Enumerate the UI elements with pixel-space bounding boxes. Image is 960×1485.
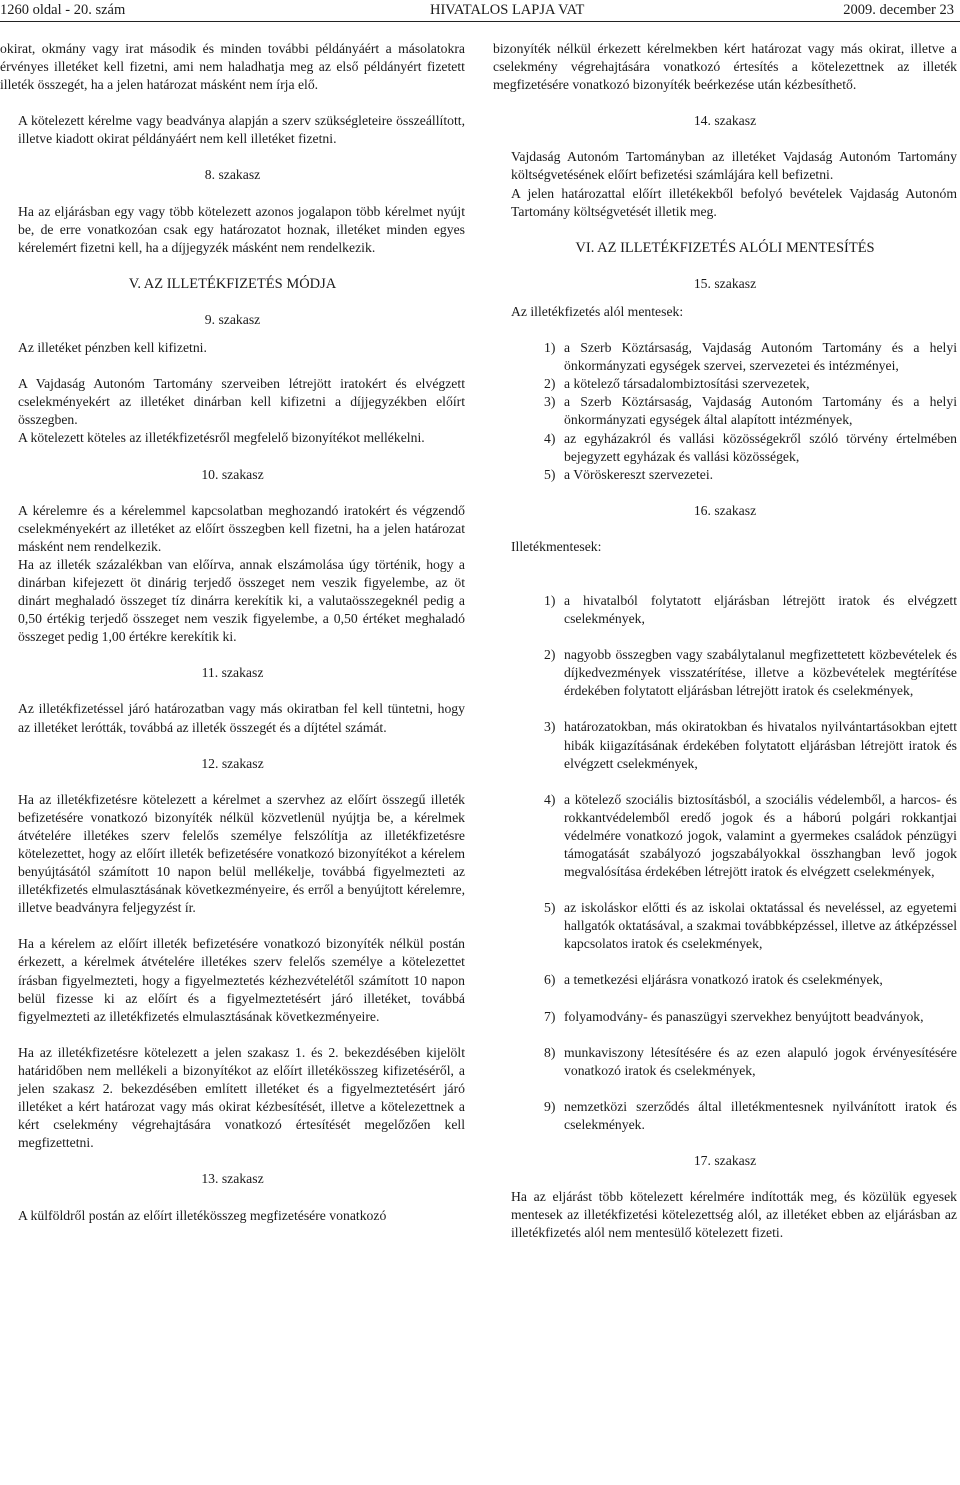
list-item-number: 2) <box>544 647 556 663</box>
list-item <box>493 339 957 375</box>
paragraph: Ha a kérelem az előírt illeték befizetésére vonatkozó bizonyíték nélkül postán érkezett, a kérelmek átvételére illetékes szerv felelős személye a kötelezettet írásban figyelmezteti, hogy a figyelmeztetés kézhezvételétől számított 10 napon belül fizesse ki az előírt és a figyelmeztetésért járó illetéket, továbbá figyelmezteti az illetékfizetés elmulasztásának következményeire. <box>18 936 465 1024</box>
list-item-number: 1) <box>544 340 556 356</box>
section-title: 14. szakasz <box>693 113 757 129</box>
list-item-text: a kötelező szociális biztosításból, a szociális védelemből, a harcos- és rokkantvédelemből eredő jogok és a háború polgári rokkantjai védelmére vonatkozó jogok, valamint a gyermekes családok pénzügyi támogatását szabályozó jogszabályokkal összhangban levő jogok megvalósítása érdekében létrejött iratok és elvégzett cselekmények, <box>564 791 957 880</box>
section-title: 8. szakasz <box>204 167 261 183</box>
paragraph: bizonyíték nélkül érkezett kérelmekben kért határozat vagy más okirat, illetve a cselekmény végrehajtására vonatkozó értesítés a kötelezettnek az illeték megfizetésére vonatkozó bizonyíték beérkezése után kézbesíthető. <box>493 41 957 93</box>
right-column <box>493 40 957 1242</box>
paragraph: Ha az eljárásban egy vagy több kötelezett azonos jogalapon több kérelmet nyújt be, de erre vonatkozóan csak egy határozatot hoznak, illetéket minden egyes kérelemért fizetni kell, ha a díjjegyzék másként nem rendelkezik. <box>18 203 465 255</box>
section-title: 17. szakasz <box>693 1153 757 1169</box>
page-header <box>0 0 960 22</box>
paragraph: A külföldről postán az előírt illetékösszeg megfizetésére vonatkozó <box>18 1207 387 1223</box>
list-item-text: a temetkezési eljárásra vonatkozó iratok és cselekmények, <box>564 972 883 988</box>
section-title: 9. szakasz <box>204 311 261 327</box>
list-item-text: a Vöröskereszt szervezetei. <box>564 466 714 482</box>
list-item-text: munkaviszony létesítésére és az ezen alapuló jogok érvényesítésére vonatkozó iratok és cselekmények, <box>564 1044 957 1078</box>
paragraph: Vajdaság Autonóm Tartományban az illetéket Vajdaság Autonóm Tartomány költségvetésének előírt befizetési számlájára kell befizetni. <box>511 149 957 183</box>
list-item-number: 2) <box>544 376 556 392</box>
list-item-text: a kötelező társadalombiztosítási szervezetek, <box>564 376 810 392</box>
list-item <box>493 393 957 429</box>
paragraph: Ha az illetékfizetésre kötelezett a kérelmet a szervhez az előírt összegű illeték befizetésére vonatkozó bizonyíték nélkül közvetlenül nyújtja be, a kérelmek átvételére illetékes szerv felelős személye felszólítja az illetékfizetésre kötelezettet, hogy az előírt illeték befizetésére vonatkozó bizonyítékot a kérelem benyújtásától számított 10 napon belül mellékelje, továbbá figyelmezteti az illetékfizetés elmulasztásának következményeire, és erről a benyújtott kérelemre, illetve beadványra feljegyzést ír. <box>18 791 465 916</box>
left-column <box>0 40 465 1225</box>
list-item-text: a Szerb Köztársaság, Vajdaság Autonóm Tartomány és a helyi önkormányzati egységek által alapított intézmények, <box>564 394 957 428</box>
list-item-number: 6) <box>544 972 556 988</box>
list-intro: Illetékmentesek: <box>511 538 602 554</box>
list-item-number: 4) <box>544 791 556 807</box>
section-title: 12. szakasz <box>201 755 264 771</box>
section-title: 10. szakasz <box>201 466 264 482</box>
section-title: 11. szakasz <box>201 665 264 681</box>
list-item-text: nagyobb összegben vagy szabálytalanul megfizettetett közbevételek és díjkedvezmények visszatérítése, illetve a közbevételek megtérítése érdekében folytatott eljárásban létrejött iratok és cselekmények, <box>564 647 957 699</box>
list-item <box>493 791 957 881</box>
publication-title: HIVATALOS LAPJA VAT <box>430 2 585 18</box>
paragraph: A kötelezett köteles az illetékfizetésről megfelelő bizonyítékot mellékelni. <box>18 430 425 446</box>
list-item <box>493 592 957 628</box>
list-item-number: 9) <box>544 1098 556 1114</box>
list-item <box>493 718 957 772</box>
list-item-text: az egyházakról és vallási közösségekről szóló törvény értelmében bejegyzett egyházak és vallási közösségek, <box>564 430 957 464</box>
list-item-number: 3) <box>544 719 556 735</box>
paragraph: Az illetékfizetéssel járó határozatban vagy más okiratban fel kell tüntetni, hogy az illetéket lerótták, továbbá az illeték összegét és a díjtétel számát. <box>18 701 465 735</box>
list-item <box>493 646 957 700</box>
list-intro: Az illetékfizetés alól mentesek: <box>511 303 684 319</box>
paragraph: Az illetéket pénzben kell kifizetni. <box>18 340 207 356</box>
list-item <box>493 375 957 393</box>
list-item <box>493 466 957 484</box>
paragraph: A Vajdaság Autonóm Tartomány szerveiben létrejött iratokért és elvégzett cselekményekért az illetéket dinárban kell kifizetni a díjjegyzékben előírt összegben. <box>18 376 465 428</box>
page-number: 1260 oldal - 20. szám <box>0 2 126 18</box>
list-item-text: az iskoláskor előtti és az iskolai oktatással és neveléssel, az egyetemi hallgatók oktatásával, a szakmai továbbképzéssel, illetve az átképzéssel kapcsolatos iratok és cselekmények, <box>564 900 957 952</box>
list-item-number: 8) <box>544 1044 556 1060</box>
issue-date: 2009. december 23 <box>843 2 954 18</box>
list-item-text: a hivatalból folytatott eljárásban létrejött iratok és elvégzett cselekmények, <box>564 592 957 627</box>
exemption-list <box>493 339 957 484</box>
list-item-text: a Szerb Köztársaság, Vajdaság Autonóm Tartomány és a helyi önkormányzati egységek szervei, szervezetei és intézményei, <box>564 340 957 374</box>
paragraph: A kérelemre és a kérelemmel kapcsolatban meghozandó iratokért és végzendő cselekményekért az illetéket az előírt összegben kell fizetni, ha a jelen határozat másként nem rendelkezik. <box>18 502 465 554</box>
section-title: 15. szakasz <box>693 275 757 291</box>
chapter-title: VI. AZ ILLETÉKFIZETÉS ALÓLI MENTESÍTÉS <box>575 239 875 256</box>
paragraph: Ha az eljárást több kötelezett kérelmére indították meg, és közülük egyesek mentesek az illetékfizetési kötelezettség alól, az illetéket ebben az eljárásban az illetékfizetés alól nem mentesülő kötelezett fizeti. <box>511 1189 957 1241</box>
section-title: 16. szakasz <box>693 502 757 518</box>
list-item <box>493 1044 957 1080</box>
list-item-text: határozatokban, más okiratokban és hivatalos nyilvántartásokban ejtett hibák kiigazításának érdekében folytatott eljárásban létrejött iratok és elvégzett cselekmények, <box>564 719 957 771</box>
list-item-number: 7) <box>544 1008 556 1024</box>
list-item <box>493 971 957 989</box>
list-item <box>493 430 957 466</box>
header-rule <box>0 21 960 22</box>
paragraph: A jelen határozattal előírt illetékekből befolyó bevételek Vajdaság Autonóm Tartomány költségvetését illetik meg. <box>511 185 957 219</box>
section-title: 13. szakasz <box>201 1171 264 1187</box>
list-item <box>493 1008 957 1026</box>
exempt-items-list <box>493 592 957 1134</box>
paragraph: Ha az illeték százalékban van előírva, annak elszámolása úgy történik, hogy a dinárban kifejezett öt dinárig terjedő összeget nem veszik figyelembe, az öt dinárt meghaladó összeget tíz dinárra kerekítik ki, a valutaösszegeknél pedig a 0,50 értékig terjedő összeget nem veszik figyelembe, a 0,50 értéket meghaladó összeget pedig 1,00 értékre kerekítik ki. <box>18 556 465 645</box>
paragraph: Ha az illetékfizetésre kötelezett a jelen szakasz 1. és 2. bekezdésében kijelölt határidőben nem mellékeli a bizonyítékot az előírt illetékösszeg kifizetéséről, a jelen szakasz 2. bekezdésében említett illetéket és a figyelmeztetésért járó illetéket a kért határozat vagy más okirat kézbesítését, illetve a kötelezettnek a kért cselekmény végrehajtására vonatkozó értesítését megelőzően kell megfizettetni. <box>18 1044 465 1151</box>
list-item-number: 4) <box>544 430 556 446</box>
list-item-number: 5) <box>544 466 556 482</box>
paragraph: okirat, okmány vagy irat második és minden további példányáért a másolatokra érvényes illetéket kell fizetni, ami nem haladhatja meg az első példányért fizetett illeték összegét, ha a jelen határozat másként nem írja elő. <box>0 41 465 93</box>
list-item <box>493 1098 957 1134</box>
list-item-number: 3) <box>544 394 556 410</box>
chapter-title: V. AZ ILLETÉKFIZETÉS MÓDJA <box>128 275 337 292</box>
list-item-number: 5) <box>544 900 556 916</box>
paragraph: A kötelezett kérelme vagy beadványa alapján a szerv szükségleteire összeállított, illetve kiadott okirat példányáért nem kell illetéket fizetni. <box>18 113 465 147</box>
list-item-text: folyamodvány- és panaszügyi szervekhez benyújtott beadványok, <box>564 1008 924 1024</box>
list-item <box>493 899 957 953</box>
list-item-text: nemzetközi szerződés által illetékmentesnek nyilvánított iratok és cselekmények. <box>564 1098 957 1132</box>
list-item-number: 1) <box>544 592 556 608</box>
